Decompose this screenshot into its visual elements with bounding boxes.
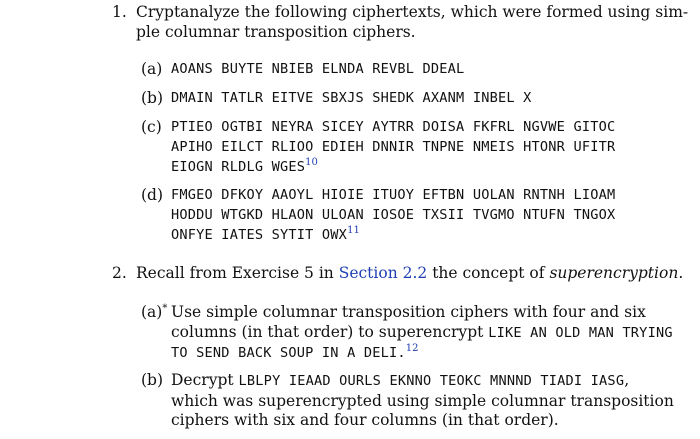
ciphertext-line: HODDU WTGKD HLAON ULOAN IOSOE TXSII TVGMO NTUFN TNGOX (171, 206, 616, 223)
ciphertext-line: FMGEO DFKOY AAOYL HIOIE ITUOY EFTBN UOLAN RNTNH LIOAM (171, 187, 616, 203)
ciphertext-code: LBLPY IEAAD OURLS EKNNO TEOKC MNNND TIADI IASG (238, 373, 625, 389)
footnote-marker[interactable]: 11 (347, 224, 360, 236)
ciphertext-line: AOANS BUYTE NBIEB ELNDA REVBL DDEAL (171, 61, 465, 77)
exercise-text: the concept of (427, 264, 550, 282)
exercise-number: 1. (112, 3, 127, 21)
exercise-text: columns (in that order) to superencrypt (171, 322, 489, 341)
exercise-1c (141, 118, 636, 178)
part-label: (c) (141, 118, 162, 136)
section-link[interactable]: Section 2.2 (338, 264, 428, 282)
footnote-marker[interactable]: 12 (405, 342, 419, 354)
exercise-2b (141, 371, 674, 431)
part-label: (a)* (141, 302, 168, 321)
exercise-text-line: ple columnar transposition ciphers. (136, 23, 416, 41)
exercise-text: . (678, 264, 684, 282)
exercise-text: Recall from Exercise 5 in (136, 264, 339, 282)
exercise-text-line: which was superencrypted using simple columnar transposition (171, 391, 674, 410)
exercise-1d (141, 186, 636, 246)
star-marker: * (162, 302, 168, 314)
exercise-text: , (624, 371, 630, 389)
exercise-1b (141, 89, 636, 109)
part-label: (d) (141, 186, 164, 204)
exercise-text: Decrypt (171, 371, 239, 389)
exercise-number: 2. (112, 264, 127, 282)
ciphertext-line: PTIEO OGTBI NEYRA SICEY AYTRR DOISA FKFRL NGVWE GITOC (171, 119, 616, 135)
exercise-2 (112, 263, 684, 283)
exercise-text-line: ciphers with six and four columns (in that order). (171, 411, 559, 429)
exercise-1 (112, 2, 689, 42)
ciphertext-line: ONFYE IATES SYTIT OWX (171, 227, 348, 243)
exercise-text-line: Use simple columnar transposition ciphers with four and six (171, 303, 646, 321)
term: superencryption (549, 264, 679, 282)
exercise-text-line: Cryptanalyze the following ciphertexts, which were formed using sim- (136, 3, 689, 21)
footnote-marker[interactable]: 10 (305, 156, 318, 168)
exercise-1a (141, 60, 636, 80)
part-label: (b) (141, 89, 164, 107)
part-label: (b) (141, 371, 164, 389)
part-label: (a) (141, 60, 163, 78)
exercise-2a (141, 302, 673, 364)
ciphertext-line: EIOGN RLDLG WGES (171, 159, 306, 175)
ciphertext-line: DMAIN TATLR EITVE SBXJS SHEDK AXANM INBEL X (171, 90, 532, 106)
plaintext-code: TO SEND BACK SOUP IN A DELI. (171, 345, 406, 361)
ciphertext-line: APIHO EILCT RLIOO EDIEH DNNIR TNPNE NMEIS HTONR UFITR (171, 138, 616, 155)
plaintext-code: LIKE AN OLD MAN TRYING (488, 324, 673, 341)
